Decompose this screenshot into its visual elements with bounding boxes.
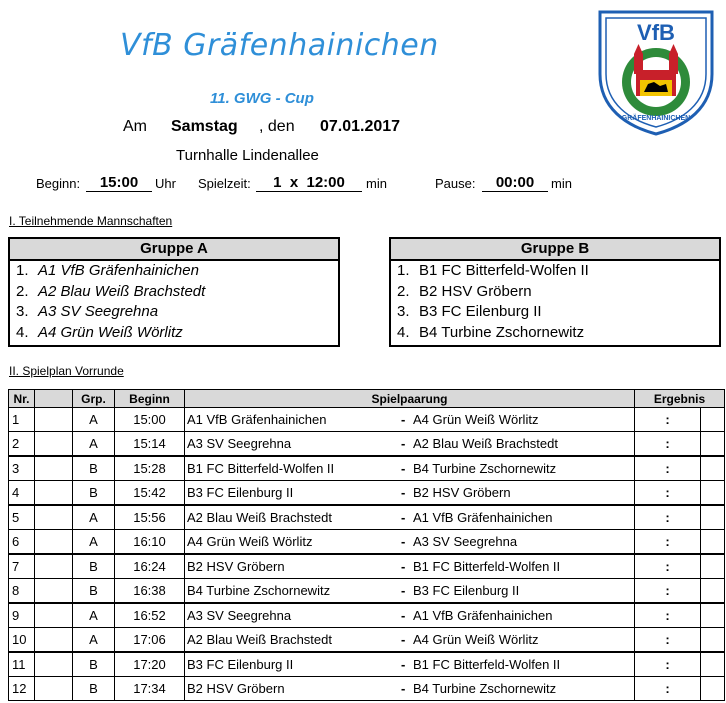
pairing-dash: -: [401, 657, 406, 672]
beginn-label: Beginn:: [36, 176, 81, 191]
table-row: [9, 628, 725, 653]
section-schedule-heading: II. Spielplan Vorrunde: [9, 364, 124, 378]
col-nr: Nr.: [9, 390, 35, 408]
match-group: A: [73, 530, 115, 555]
match-time: 15:14: [115, 432, 185, 457]
date-value: 07.01.2017: [320, 118, 401, 135]
result-extra-cell: [701, 432, 725, 457]
pairing-dash: -: [401, 608, 406, 623]
home-team: B4 Turbine Zschornewitz: [187, 583, 331, 598]
match-number: 5: [9, 505, 35, 530]
pairing-dash: -: [401, 681, 406, 696]
group-a-team: 1. A1 VfB Gräfenhainichen: [16, 262, 199, 279]
result-extra-cell: [701, 652, 725, 677]
guest-team: A3 SV Seegrehna: [413, 534, 518, 549]
match-group: B: [73, 652, 115, 677]
table-row: [9, 603, 725, 628]
col-ergebnis: Ergebnis: [635, 390, 725, 408]
am-label: Am: [123, 118, 147, 135]
result-extra-cell: [701, 628, 725, 653]
empty-cell: [35, 628, 73, 653]
match-time: 17:20: [115, 652, 185, 677]
min-label-2: min: [551, 176, 572, 191]
pairing-dash: -: [401, 485, 406, 500]
match-time: 15:56: [115, 505, 185, 530]
match-pairing: [185, 603, 635, 628]
col-beginn: Beginn: [115, 390, 185, 408]
match-pairing: [185, 456, 635, 481]
result-cell[interactable]: :: [635, 432, 701, 457]
pairing-dash: -: [401, 412, 406, 427]
logo-text: VfB: [637, 20, 675, 45]
match-time: 16:38: [115, 579, 185, 604]
match-number: 1: [9, 408, 35, 432]
match-pairing: [185, 432, 635, 457]
home-team: A3 SV Seegrehna: [187, 608, 292, 623]
group-b-team: 4. B4 Turbine Zschornewitz: [397, 323, 585, 341]
empty-cell: [35, 652, 73, 677]
match-time: 16:10: [115, 530, 185, 555]
guest-team: A2 Blau Weiß Brachstedt: [413, 436, 558, 451]
den-label: , den: [259, 118, 295, 135]
match-group: A: [73, 408, 115, 432]
result-extra-cell: [701, 579, 725, 604]
vfb-crest-logo: [596, 8, 716, 136]
empty-cell: [35, 530, 73, 555]
result-cell[interactable]: :: [635, 408, 701, 432]
empty-cell: [35, 408, 73, 432]
group-b-team: 1. B1 FC Bitterfeld-Wolfen II: [397, 262, 589, 279]
table-row: [9, 408, 725, 432]
group-a-team: 4. A4 Grün Weiß Wörlitz: [16, 323, 183, 341]
group-a-team: 2. A2 Blau Weiß Brachstedt: [16, 282, 206, 300]
result-cell[interactable]: :: [635, 628, 701, 653]
uhr-label: Uhr: [155, 176, 176, 191]
cup-name: 11. GWG - Cup: [210, 90, 314, 107]
result-extra-cell: [701, 456, 725, 481]
result-cell[interactable]: :: [635, 603, 701, 628]
match-number: 2: [9, 432, 35, 457]
match-number: 8: [9, 579, 35, 604]
match-pairing: [185, 530, 635, 555]
pause-label: Pause:: [435, 176, 476, 191]
group-a-team: 3. A3 SV Seegrehna: [16, 303, 159, 320]
home-team: A2 Blau Weiß Brachstedt: [187, 632, 332, 647]
guest-team: B3 FC Eilenburg II: [413, 583, 520, 598]
venue: Turnhalle Lindenallee: [176, 147, 319, 164]
empty-cell: [35, 505, 73, 530]
spielzeit-label: Spielzeit:: [198, 176, 251, 191]
home-team: B2 HSV Gröbern: [187, 559, 285, 574]
match-group: A: [73, 505, 115, 530]
empty-cell: [35, 554, 73, 579]
match-time: 17:34: [115, 677, 185, 701]
match-number: 9: [9, 603, 35, 628]
empty-cell: [35, 456, 73, 481]
guest-team: A4 Grün Weiß Wörlitz: [413, 412, 539, 427]
match-number: 4: [9, 481, 35, 506]
home-team: A4 Grün Weiß Wörlitz: [187, 534, 313, 549]
empty-cell: [35, 481, 73, 506]
match-group: A: [73, 628, 115, 653]
match-time: 15:00: [115, 408, 185, 432]
match-pairing: [185, 554, 635, 579]
home-team: B3 FC Eilenburg II: [187, 657, 294, 672]
guest-team: B1 FC Bitterfeld-Wolfen II: [413, 559, 561, 574]
result-cell[interactable]: :: [635, 579, 701, 604]
group-a-box: [8, 237, 340, 347]
result-cell[interactable]: :: [635, 456, 701, 481]
match-pairing: [185, 481, 635, 506]
club-title: VfB Gräfenhainichen: [120, 28, 439, 63]
pairing-dash: -: [401, 534, 406, 549]
result-cell[interactable]: :: [635, 505, 701, 530]
section-teams-heading: I. Teilnehmende Mannschaften: [9, 214, 173, 228]
match-number: 11: [9, 652, 35, 677]
table-row: [9, 481, 725, 506]
table-row: [9, 530, 725, 555]
table-row: [9, 432, 725, 457]
pairing-dash: -: [401, 632, 406, 647]
match-number: 7: [9, 554, 35, 579]
match-number: 6: [9, 530, 35, 555]
home-team: B3 FC Eilenburg II: [187, 485, 294, 500]
match-pairing: [185, 628, 635, 653]
match-time: 16:24: [115, 554, 185, 579]
result-cell[interactable]: :: [635, 652, 701, 677]
match-pairing: [185, 579, 635, 604]
match-pairing: [185, 677, 635, 701]
match-group: B: [73, 481, 115, 506]
table-row: [9, 652, 725, 677]
group-b-box: [389, 237, 721, 347]
col-grp: Grp.: [73, 390, 115, 408]
pairing-dash: -: [401, 559, 406, 574]
empty-cell: [35, 432, 73, 457]
match-group: A: [73, 603, 115, 628]
guest-team: B1 FC Bitterfeld-Wolfen II: [413, 657, 561, 672]
schedule-table: [8, 389, 725, 701]
result-cell[interactable]: :: [635, 554, 701, 579]
match-group: B: [73, 554, 115, 579]
guest-team: A4 Grün Weiß Wörlitz: [413, 632, 539, 647]
pause-value: 00:00: [482, 174, 548, 192]
pairing-dash: -: [401, 461, 406, 476]
col-empty: [35, 390, 73, 408]
pairing-dash: -: [401, 583, 406, 598]
result-extra-cell: [701, 505, 725, 530]
home-team: B2 HSV Gröbern: [187, 681, 285, 696]
result-extra-cell: [701, 481, 725, 506]
match-time: 15:42: [115, 481, 185, 506]
table-row: [9, 579, 725, 604]
match-group: B: [73, 579, 115, 604]
result-extra-cell: [701, 408, 725, 432]
match-group: B: [73, 456, 115, 481]
table-row: [9, 505, 725, 530]
pairing-dash: -: [401, 510, 406, 525]
spielzeit-value: 1 x 12:00: [256, 174, 362, 192]
guest-team: A1 VfB Gräfenhainichen: [413, 608, 553, 623]
pairing-dash: -: [401, 436, 406, 451]
home-team: B1 FC Bitterfeld-Wolfen II: [187, 461, 335, 476]
match-group: B: [73, 677, 115, 701]
match-time: 15:28: [115, 456, 185, 481]
schedule-header-row: [9, 390, 725, 408]
day-value: Samstag: [171, 118, 238, 135]
match-pairing: [185, 652, 635, 677]
result-cell[interactable]: :: [635, 530, 701, 555]
home-team: A2 Blau Weiß Brachstedt: [187, 510, 332, 525]
home-team: A1 VfB Gräfenhainichen: [187, 412, 327, 427]
match-number: 12: [9, 677, 35, 701]
col-spielpaarung: Spielpaarung: [185, 390, 635, 408]
result-extra-cell: [701, 603, 725, 628]
match-number: 3: [9, 456, 35, 481]
table-row: [9, 677, 725, 701]
min-label: min: [366, 176, 387, 191]
logo-ring-text: GRÄFENHAINICHEN: [621, 115, 691, 122]
result-extra-cell: [701, 677, 725, 701]
result-cell[interactable]: :: [635, 481, 701, 506]
guest-team: B4 Turbine Zschornewitz: [413, 681, 557, 696]
empty-cell: [35, 603, 73, 628]
group-b-team: 2. B2 HSV Gröbern: [397, 282, 532, 300]
result-cell[interactable]: :: [635, 677, 701, 701]
match-number: 10: [9, 628, 35, 653]
group-a-title: Gruppe A: [10, 239, 338, 261]
beginn-value: 15:00: [86, 174, 152, 192]
match-time: 16:52: [115, 603, 185, 628]
result-extra-cell: [701, 554, 725, 579]
empty-cell: [35, 579, 73, 604]
guest-team: B2 HSV Gröbern: [413, 485, 511, 500]
guest-team: B4 Turbine Zschornewitz: [413, 461, 557, 476]
group-b-title: Gruppe B: [391, 239, 719, 261]
home-team: A3 SV Seegrehna: [187, 436, 292, 451]
empty-cell: [35, 677, 73, 701]
result-extra-cell: [701, 530, 725, 555]
match-time: 17:06: [115, 628, 185, 653]
table-row: [9, 554, 725, 579]
guest-team: A1 VfB Gräfenhainichen: [413, 510, 553, 525]
group-b-team: 3. B3 FC Eilenburg II: [397, 303, 542, 320]
table-row: [9, 456, 725, 481]
match-pairing: [185, 408, 635, 432]
match-group: A: [73, 432, 115, 457]
match-pairing: [185, 505, 635, 530]
